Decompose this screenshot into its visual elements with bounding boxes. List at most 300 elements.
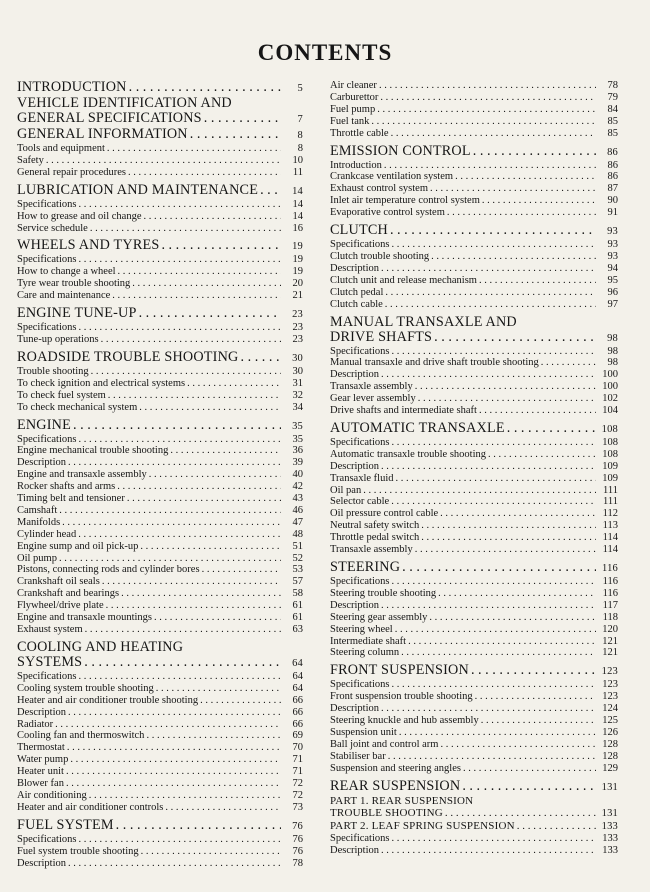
page-number: 120	[602, 623, 618, 635]
entry-description	[17, 707, 303, 719]
entry-specifications	[330, 346, 618, 358]
entry-intermediate-shaft	[330, 636, 618, 648]
dot-leader	[66, 457, 281, 469]
page-number: 86	[607, 171, 618, 183]
entry-steering-trouble-shooting	[330, 588, 618, 600]
entry-title: Transaxle fluid	[330, 472, 394, 484]
page-number: 46	[292, 504, 303, 516]
dot-leader	[486, 449, 596, 461]
page-number: 108	[602, 448, 618, 460]
page-number: 116	[602, 587, 618, 599]
entry-title: Cooling fan and thermoswitch	[17, 730, 145, 742]
entry-specifications	[17, 434, 303, 446]
entry-title: Timing belt and tensioner	[17, 493, 125, 505]
entry-thermostat	[17, 742, 303, 754]
page-number: 91	[607, 207, 618, 219]
page-number: 78	[607, 80, 618, 91]
entry-title: To check ignition and electrical systems	[17, 377, 186, 389]
entry-title: Exhaust control system	[330, 183, 428, 195]
entry-title: Description	[330, 599, 379, 611]
page-number: 40	[292, 469, 303, 481]
entry-transaxle-fluid	[330, 473, 618, 485]
entry-fuel-tank	[330, 116, 618, 128]
entry-title: Description	[330, 845, 379, 857]
section-general-information	[17, 127, 303, 143]
entry-title: Description	[17, 857, 66, 869]
page-number: 58	[292, 588, 303, 600]
page-number: 14	[292, 210, 303, 222]
entry-title: Selector cable	[330, 496, 390, 508]
entry-title: General repair procedures	[17, 166, 127, 178]
entry-fuel-pump	[330, 104, 618, 116]
entry-title: Introduction	[330, 159, 382, 171]
entry-description	[330, 703, 618, 715]
page-number: 48	[292, 528, 303, 540]
page-number: 63	[292, 624, 303, 635]
entry-title: ENGINE TUNE-UP	[17, 306, 137, 322]
entry-title: Carburettor	[330, 91, 379, 103]
entry-title: Specifications	[17, 433, 77, 445]
section-front-suspension	[330, 663, 618, 679]
entry-title: Flywheel/drive plate	[17, 600, 104, 612]
entry-title: Intermediate shaft	[330, 635, 407, 647]
dot-leader	[383, 287, 596, 299]
dot-leader	[393, 473, 596, 485]
entry-title: Throttle pedal switch	[330, 532, 420, 544]
entry-title: Oil pan	[330, 484, 362, 496]
page-number: 71	[292, 766, 303, 778]
page-number: 23	[292, 333, 303, 345]
dot-leader	[429, 251, 596, 263]
page-number: 79	[607, 91, 618, 103]
dot-leader	[389, 576, 596, 588]
dot-leader	[68, 754, 281, 766]
dot-leader	[66, 858, 281, 870]
page-number: 117	[602, 599, 618, 611]
entry-title: Oil pump	[17, 552, 57, 564]
dot-leader	[105, 143, 281, 155]
dot-leader	[419, 520, 596, 532]
page-number: 118	[602, 611, 618, 623]
page-number: 98	[607, 332, 618, 344]
dot-leader	[375, 104, 596, 116]
dot-leader	[378, 92, 596, 104]
page-number: 112	[602, 508, 618, 520]
section-wheels-and-tyres	[17, 238, 303, 254]
dot-leader	[419, 532, 596, 544]
entry-title: Steering trouble shooting	[330, 587, 437, 599]
dot-leader	[239, 350, 282, 365]
entry-title: Heater and air conditioner trouble shooting	[17, 694, 199, 706]
entry-blower-fan	[17, 778, 303, 790]
entry-title: ENGINE	[17, 417, 71, 433]
entry-title: Clutch trouble shooting	[330, 250, 430, 262]
page-number: 19	[292, 266, 303, 278]
page-number: 52	[292, 552, 303, 564]
entry-ball-joint-and-control-arm	[330, 739, 618, 751]
entry-title: Description	[330, 262, 379, 274]
entry-fuel-system-trouble-shooting	[17, 846, 303, 858]
entry-title: Water pump	[17, 754, 69, 766]
dot-leader	[64, 766, 281, 778]
page-number: 125	[602, 715, 618, 727]
page-number: 111	[603, 496, 618, 508]
entry-specifications	[17, 254, 303, 266]
entry-title: To check fuel system	[17, 389, 106, 401]
dot-leader	[428, 183, 596, 195]
entry-title: AUTOMATIC TRANSAXLE	[330, 420, 505, 436]
entry-title: Description	[17, 706, 66, 718]
entry-title: Transaxle assembly	[330, 381, 413, 393]
dot-leader	[64, 778, 281, 790]
dot-leader	[505, 421, 596, 436]
entry-title: Exhaust system	[17, 624, 83, 635]
entry-title: Specifications	[17, 833, 77, 845]
dot-leader	[99, 334, 281, 346]
entry-specifications	[330, 679, 618, 691]
entry-air-cleaner	[330, 80, 618, 92]
dot-leader	[382, 160, 596, 172]
entry-title: GENERAL SPECIFICATIONS	[17, 111, 202, 126]
entry-tune-up-operations	[17, 334, 303, 346]
page-number: 31	[292, 377, 303, 389]
entry-title: Cylinder head	[17, 528, 77, 540]
page-number: 53	[292, 564, 303, 576]
dot-leader	[389, 679, 596, 691]
dot-leader	[469, 663, 596, 678]
dot-leader	[106, 390, 281, 402]
dot-leader	[144, 730, 281, 742]
entry-carburettor	[330, 92, 618, 104]
entry-title: Specifications	[330, 239, 390, 251]
dot-leader	[479, 715, 596, 727]
dot-leader	[397, 727, 596, 739]
entry-air-conditioning	[17, 790, 303, 802]
entry-to-check-mechanical-system	[17, 402, 303, 414]
entry-title: How to change a wheel	[17, 266, 116, 278]
entry-cooling-fan-and-thermoswitch	[17, 730, 303, 742]
entry-front-suspension-trouble-shooting	[330, 691, 618, 703]
dot-leader	[436, 588, 596, 600]
section-introduction	[17, 80, 303, 96]
page-number: 11	[292, 166, 303, 178]
entry-title: TROUBLE SHOOTING	[330, 806, 443, 819]
section-roadside-trouble-shooting	[17, 350, 303, 366]
entry-care-and-maintenance	[17, 290, 303, 302]
dot-leader	[432, 330, 596, 345]
entry-suspension-and-steering-angles	[330, 763, 618, 775]
entry-specifications	[330, 833, 618, 845]
entry-exhaust-control-system	[330, 183, 618, 195]
dot-leader	[138, 541, 281, 553]
dot-leader	[137, 306, 281, 321]
entry-title: Rocker shafts and arms	[17, 481, 116, 493]
section-part-1-rear-suspension-trouble-shooting	[330, 795, 618, 820]
entry-description	[330, 600, 618, 612]
entry-water-pump	[17, 754, 303, 766]
entry-selector-cable	[330, 496, 618, 508]
dot-leader	[57, 505, 281, 517]
page-number: 95	[607, 274, 618, 286]
entry-evaporative-control-system	[330, 207, 618, 219]
dot-leader	[399, 647, 596, 659]
entry-title: Engine mechanical trouble shooting	[17, 445, 169, 457]
entry-title: Air cleaner	[330, 80, 377, 91]
page-number: 34	[292, 401, 303, 413]
dot-leader	[379, 369, 596, 381]
page-number: 76	[292, 820, 303, 832]
entry-timing-belt-and-tensioner	[17, 493, 303, 505]
page-number: 93	[607, 239, 618, 251]
page-number: 102	[602, 393, 618, 405]
entry-title: Description	[330, 369, 379, 381]
dot-leader	[114, 818, 281, 833]
entry-title: Specifications	[17, 670, 77, 682]
entry-title: Neutral safety switch	[330, 520, 420, 532]
entry-crankshaft-oil-seals	[17, 576, 303, 588]
entry-neutral-safety-switch	[330, 520, 618, 532]
entry-tyre-wear-trouble-shooting	[17, 278, 303, 290]
entry-heater-unit	[17, 766, 303, 778]
page-number: 8	[297, 130, 303, 141]
entry-title: LUBRICATION AND MAINTENANCE	[17, 182, 259, 198]
entry-title: Thermostat	[17, 742, 65, 754]
dot-leader	[361, 485, 596, 497]
page-number: 66	[292, 694, 303, 706]
dot-leader	[389, 437, 596, 449]
dot-leader	[116, 266, 281, 278]
dot-leader	[389, 833, 596, 845]
page-number: 78	[292, 857, 303, 869]
dot-leader	[477, 275, 596, 287]
entry-exhaust-system	[17, 624, 303, 636]
page-number: 100	[602, 369, 618, 381]
entry-title: FRONT SUSPENSION	[330, 663, 469, 679]
entry-cooling-system-trouble-shooting	[17, 683, 303, 695]
entry-title: Steering gear assembly	[330, 611, 428, 623]
entry-engine-and-transaxle-assembly	[17, 469, 303, 481]
dot-leader	[119, 588, 281, 600]
entry-title: Gear lever assembly	[330, 393, 416, 405]
page-number: 108	[602, 436, 618, 448]
entry-title: Steering column	[330, 647, 400, 659]
page-number: 14	[292, 185, 303, 197]
page-number: 10	[292, 154, 303, 166]
page-number: 97	[607, 298, 618, 310]
entry-title: Fuel system trouble shooting	[17, 845, 139, 857]
dot-leader	[115, 481, 281, 493]
page-number: 96	[607, 286, 618, 298]
page-number: 128	[602, 738, 618, 750]
page-number: 70	[292, 742, 303, 754]
page-number: 116	[602, 576, 618, 587]
entry-description	[330, 461, 618, 473]
entry-clutch-pedal	[330, 287, 618, 299]
page-number: 23	[292, 322, 303, 334]
page-number: 116	[602, 563, 618, 574]
dot-leader	[125, 493, 281, 505]
dot-leader	[127, 80, 281, 95]
entry-title: EMISSION CONTROL	[330, 143, 471, 159]
entry-description	[17, 457, 303, 469]
entry-suspension-unit	[330, 727, 618, 739]
dot-leader	[379, 263, 596, 275]
entry-oil-pressure-control-cable	[330, 508, 618, 520]
entry-title: FUEL SYSTEM	[17, 817, 114, 833]
dot-leader	[71, 418, 281, 433]
entry-title: GENERAL INFORMATION	[17, 127, 188, 142]
entry-specifications	[330, 239, 618, 251]
section-rear-suspension	[330, 779, 618, 795]
entry-engine-and-transaxle-mountings	[17, 612, 303, 624]
section-clutch	[330, 223, 618, 239]
entry-transaxle-assembly	[330, 381, 618, 393]
dot-leader	[427, 612, 596, 624]
dot-leader	[83, 624, 281, 636]
dot-leader	[139, 846, 281, 858]
entry-crankshaft-and-bearings	[17, 588, 303, 600]
dot-leader	[413, 381, 596, 393]
page-number: 114	[602, 544, 618, 556]
entry-to-check-ignition-and-electrical-systems	[17, 378, 303, 390]
entry-oil-pan	[330, 485, 618, 497]
page-number: 8	[297, 143, 303, 154]
dot-leader	[100, 576, 281, 588]
entry-title: Engine sump and oil pick-up	[17, 540, 139, 552]
dot-leader	[188, 127, 281, 142]
entry-title: SYSTEMS	[17, 654, 83, 670]
entry-title: REAR SUSPENSION	[330, 778, 461, 794]
page-number: 104	[602, 405, 618, 417]
page-number: 21	[292, 290, 303, 302]
dot-leader	[389, 239, 596, 251]
entry-title: Engine and transaxle assembly	[17, 469, 147, 481]
page-number: 98	[607, 357, 618, 369]
entry-heater-and-air-conditioner-trouble-shooting	[17, 695, 303, 707]
page-number: 16	[292, 222, 303, 234]
entry-tools-and-equipment	[17, 143, 303, 155]
entry-title-line: VEHICLE IDENTIFICATION AND	[17, 95, 232, 111]
dot-leader	[76, 834, 281, 846]
page-number: 85	[607, 115, 618, 127]
entry-crankcase-ventilation-system	[330, 171, 618, 183]
dot-leader	[66, 707, 281, 719]
entry-title: Clutch unit and release mechanism	[330, 274, 477, 286]
entry-specifications	[330, 437, 618, 449]
entry-heater-and-air-conditioner-controls	[17, 802, 303, 814]
page-number: 98	[607, 345, 618, 357]
entry-title: DRIVE SHAFTS	[330, 329, 433, 345]
page-number: 109	[602, 472, 618, 484]
entry-specifications	[17, 322, 303, 334]
dot-leader	[53, 719, 281, 731]
entry-description	[330, 369, 618, 381]
page-number: 94	[607, 262, 618, 274]
entry-clutch-unit-and-release-mechanism	[330, 275, 618, 287]
page-number: 111	[603, 484, 618, 496]
dot-leader	[438, 508, 596, 520]
entry-title: Cooling system trouble shooting	[17, 682, 154, 694]
page-number: 47	[292, 516, 303, 528]
entry-title: Specifications	[17, 254, 77, 266]
dot-leader	[473, 691, 596, 703]
section-cooling-and-heating-systems	[17, 640, 303, 671]
entry-title: Suspension and steering angles	[330, 762, 461, 774]
entry-title: Description	[330, 703, 379, 715]
dot-leader	[76, 671, 281, 683]
dot-leader	[379, 461, 596, 473]
entry-title: Care and maintenance	[17, 290, 111, 302]
page-number: 93	[607, 226, 618, 238]
dot-leader	[406, 636, 596, 648]
page-number: 123	[601, 666, 618, 678]
entry-title: Stabiliser bar	[330, 750, 386, 762]
page-number: 123	[602, 679, 618, 691]
entry-title: Heater unit	[17, 766, 64, 778]
entry-specifications	[17, 199, 303, 211]
page-number: 64	[292, 670, 303, 682]
dot-leader	[379, 703, 596, 715]
entry-engine-sump-and-oil-pick-up	[17, 541, 303, 553]
dot-leader	[185, 378, 281, 390]
dot-leader	[443, 807, 596, 819]
section-engine-tune-up	[17, 306, 303, 322]
page-number: 131	[601, 781, 618, 793]
entry-flywheel-drive-plate	[17, 600, 303, 612]
page-number: 72	[292, 789, 303, 801]
page-number: 32	[292, 389, 303, 401]
dot-leader	[480, 195, 596, 207]
entry-title: STEERING	[330, 560, 401, 575]
entry-title: Specifications	[17, 322, 77, 334]
entry-throttle-pedal-switch	[330, 532, 618, 544]
page-number: 126	[602, 726, 618, 738]
entry-title: How to grease and oil change	[17, 210, 142, 222]
page-number: 133	[602, 833, 618, 845]
entry-steering-column	[330, 647, 618, 659]
page-number: 100	[602, 381, 618, 393]
entry-title: Steering wheel	[330, 623, 393, 635]
entry-to-check-fuel-system	[17, 390, 303, 402]
entry-title: Description	[330, 460, 379, 472]
dot-leader	[137, 402, 281, 414]
entry-title: Tune-up operations	[17, 333, 99, 345]
page-number: 66	[292, 706, 303, 718]
page-number: 113	[602, 520, 618, 532]
entry-drive-shafts-and-intermediate-shaft	[330, 405, 618, 417]
entry-transaxle-assembly	[330, 544, 618, 556]
contents-column-left	[17, 80, 303, 870]
entry-rocker-shafts-and-arms	[17, 481, 303, 493]
dot-leader	[168, 445, 281, 457]
page-number: 85	[607, 127, 618, 139]
dot-leader	[82, 655, 281, 670]
entry-inlet-air-temperature-control-system	[330, 195, 618, 207]
page-number: 124	[602, 703, 618, 715]
page-number: 69	[292, 730, 303, 742]
page-number: 90	[607, 195, 618, 207]
page-number: 108	[601, 423, 618, 435]
dot-leader	[445, 207, 596, 219]
dot-leader	[471, 144, 596, 159]
entry-oil-pump	[17, 553, 303, 565]
page-number: 93	[607, 250, 618, 262]
page-number: 42	[292, 481, 303, 493]
entry-manifolds	[17, 517, 303, 529]
page-number: 76	[292, 845, 303, 857]
entry-title: Crankshaft oil seals	[17, 576, 100, 588]
entry-title: Specifications	[330, 345, 390, 357]
